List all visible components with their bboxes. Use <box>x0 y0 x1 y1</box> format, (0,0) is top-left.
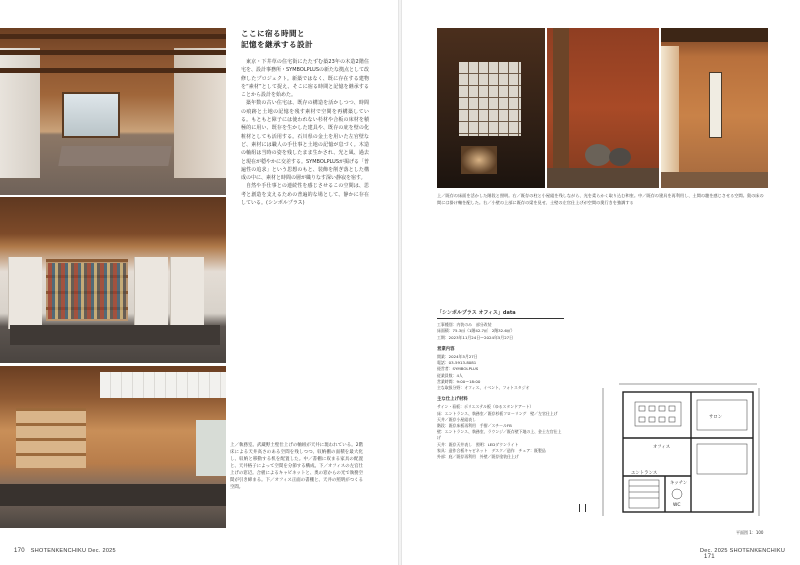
plan-label-wc: WC <box>673 503 681 508</box>
data-line: 階段：既存床板再利用 手摺／スチールFB <box>437 423 512 429</box>
left-photo-caption: 上／執務室。武蔵野土壁仕上げの軸組が天井に現われている。2階床による天井高さのある空間を残しつつ、収納棚の面積を最大化し、収納と移動する机を配置した。中／書棚に収まる家具の配置と、天井格子によって空間を分節する構成。下／オフィスの左官仕上げの窓辺。合板によるキャビネットと、奥の窓からの光で執務空間が引き締まる。下／オフィス正面の書棚と、天井の照明がつくる空間。 <box>230 443 363 490</box>
data-line: 外部：庇／既存再利用 外壁／既存塗装仕上げ <box>437 454 519 460</box>
title-line-1: ここに宿る時間と <box>241 29 305 38</box>
data-line: 床面積：75.3㎡（1階42.7㎡ 2階32.6㎡） <box>437 328 515 334</box>
data-line: 工期：2023年11月24日〜2024年5月27日 <box>437 334 514 340</box>
right-folio <box>700 548 800 560</box>
data-line: 主な取扱分野：オフィス、イベント、フォトスタジオ <box>437 385 530 391</box>
plan-label-entrance: エントランス <box>631 471 658 476</box>
floor-plan <box>573 378 766 526</box>
data-section-heading: 主な仕上げ材料 <box>437 397 468 403</box>
right-photo-caption: 上／既存の床面を活かした階段と照明。右／既存の柱と小屋組を残しながら、光を柔らかく取り込む和室。中／既存の建具を再利用し、土間の趣を感じさせる空間。奥の床の間には掛け軸を配した。右／小壁の上部に既存の梁を見せ、土壁の左官仕上げが空間の奥行きを強調する <box>437 193 764 205</box>
data-line: 家具：造作合板キャビネット デスク／造作 チェア：既製品 <box>437 447 546 453</box>
intro-paragraph: 自然や手仕事との連続性を感じさせるこの空間は、思考と創造を支えるための普遍的な場として、静かに存在している。(シンボルプラス) <box>241 183 369 207</box>
alcove-vase-photo <box>547 28 659 188</box>
magazine-issue: Dec. 2025 SHOTENKENCHIKU <box>700 548 786 554</box>
project-data <box>437 310 564 460</box>
data-line: 開業：2024年5月27日 <box>437 354 478 360</box>
data-line: 工事種別：内装のみ 部分改装 <box>437 322 492 328</box>
plan-label-office: オフィス <box>653 445 671 450</box>
data-line: 従業員数：4人 <box>437 372 463 378</box>
data-section-heading: 営業内容 <box>437 346 455 352</box>
data-title: 「シンボルプラス オフィス」data <box>437 310 564 319</box>
magazine-issue: SHOTENKENCHIKU Dec. 2025 <box>30 548 116 554</box>
plan-label-kitchen: キッチン <box>670 481 688 486</box>
intro-paragraph: 東京・下井草の住宅街にたたずむ築23年の木造2階住宅を、設計事務所・SYMBOLPLUSの新たな拠点として改修したプロジェクト。新築ではなく、既に存在する建物を“素材”として捉え、そこに宿る時間と記憶を継承することから設計を始めた。 <box>241 59 369 99</box>
data-line: 天井：既存天井表し 照明：LEDダウンライト <box>437 441 519 447</box>
data-line: 電話：03-5913-8081 <box>437 360 477 366</box>
data-line: サイン・看板：ポリエステル板（ゆるスタンドアート） <box>437 404 534 410</box>
data-line: 営業時間：9:00〜18:00 <box>437 378 481 384</box>
data-line: 経営者：SYMBOLPLUS <box>437 366 479 372</box>
title-line-2: 記憶を継承する設計 <box>241 40 313 49</box>
page-number: 171 <box>704 554 715 560</box>
plan-label-salon: サロン <box>709 415 723 420</box>
earthen-wall-photo <box>661 28 768 188</box>
data-line: 壁：エントランス、執務室、ラウンジ／既存壁下地の上、金土左官仕上げ <box>437 429 562 441</box>
plan-scale: 平面図 1：100 <box>736 530 764 535</box>
stair-photo <box>437 28 545 188</box>
data-line: 床：エントランス、執務室／既存杉板フローリング 壁／左官仕上げ 天井／既存小屋組表し <box>437 410 562 422</box>
page-number: 170 <box>14 548 25 554</box>
intro-paragraph: 築年数の古い住宅は、既存の構造を活かしつつ、時間の痕跡と土地の記憶を残す素材で空間を再構築している。もともと障子には使われない杉材や合板の床材を積極的に用い、既存を生かした建具や、既存の庇を壁の化粧材としても活用する。石川県の金土を用いた左官壁など、素材には職人の手仕事と土地の記憶が息づく。木造の軸組は当時の姿を残したまま生かされ、光と風、過去と現在が穏やかに交差する。SYMBOLPLUSが掲げる「普遍性の追求」という思想のもと、装飾を削ぎ落とした構成の中に、素材と時間の層が織りなす深い静寂を宿す。 <box>241 100 369 182</box>
